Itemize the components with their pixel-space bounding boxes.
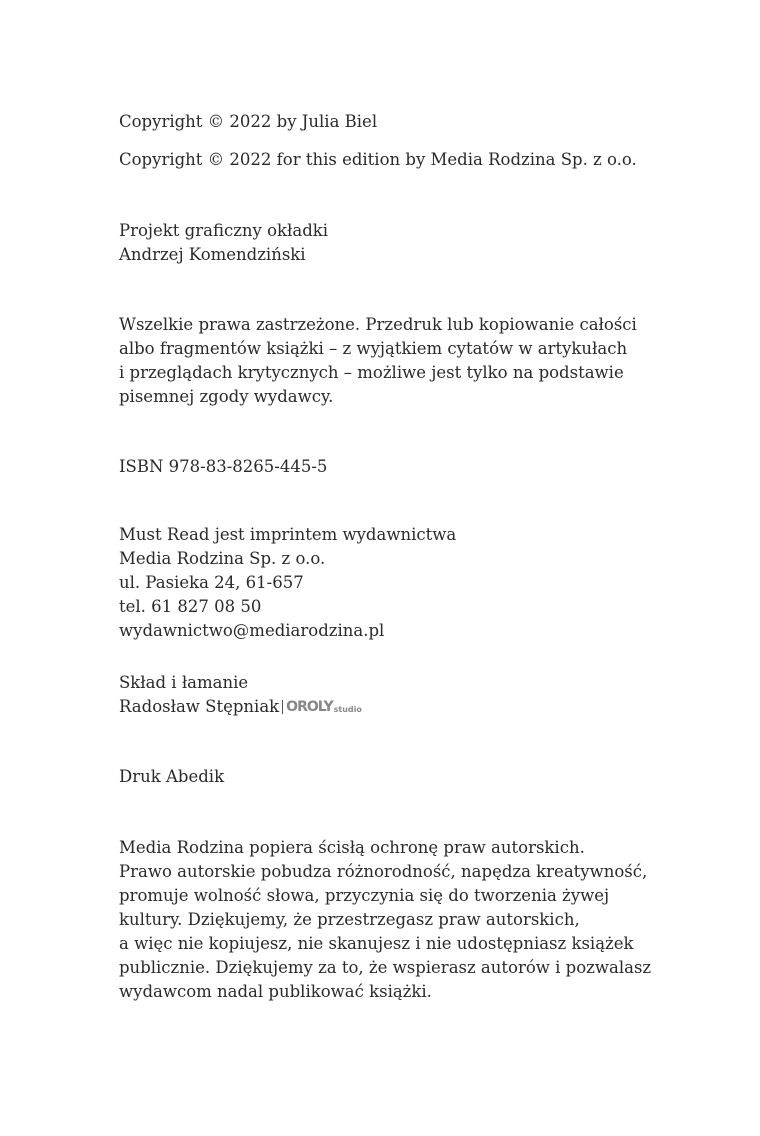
studio-logo-word: OROLY bbox=[286, 698, 333, 715]
copyright-note-line: a więc nie kopiujesz, nie skanujesz i nie udostępniasz książek bbox=[119, 934, 634, 953]
publisher-block bbox=[119, 523, 719, 643]
copyright-note-line: publicznie. Dziękujemy za to, że wspierasz autorów i pozwalasz bbox=[119, 958, 652, 977]
typesetting-credit-line bbox=[119, 695, 719, 719]
copyright-edition-line: Copyright © 2022 for this edition by Media Rodzina Sp. z o.o. bbox=[119, 150, 637, 169]
copyright-note-line: promuje wolność słowa, przyczynia się do tworzenia żywej bbox=[119, 886, 610, 905]
printer-credit: Druk Abedik bbox=[119, 767, 225, 786]
cover-design-block bbox=[119, 219, 719, 267]
publisher-imprint-line: Must Read jest imprintem wydawnictwa bbox=[119, 525, 457, 544]
typesetter-name: Radosław Stępniak bbox=[119, 697, 280, 716]
copyright-author-line: Copyright © 2022 by Julia Biel bbox=[119, 112, 378, 131]
rights-notice-line: albo fragmentów książki – z wyjątkiem cytatów w artykułach bbox=[119, 339, 628, 358]
copyright-note-line: Prawo autorskie pobudza różnorodność, napędza kreatywność, bbox=[119, 862, 648, 881]
typesetting-block bbox=[119, 671, 719, 719]
rights-notice-line: pisemnej zgody wydawcy. bbox=[119, 387, 334, 406]
publisher-phone-line: tel. 61 827 08 50 bbox=[119, 597, 262, 616]
publisher-email-line: wydawnictwo@mediarodzina.pl bbox=[119, 621, 385, 640]
copyright-note-line: wydawcom nadal publikować książki. bbox=[119, 982, 432, 1001]
isbn-block bbox=[119, 455, 719, 479]
publisher-address-line: ul. Pasieka 24, 61-657 bbox=[119, 573, 304, 592]
copyright-note-line: Media Rodzina popiera ścisłą ochronę praw autorskich. bbox=[119, 838, 585, 857]
rights-notice-line: Wszelkie prawa zastrzeżone. Przedruk lub kopiowanie całości bbox=[119, 315, 637, 334]
publisher-company-line: Media Rodzina Sp. z o.o. bbox=[119, 549, 326, 568]
rights-notice-block bbox=[119, 313, 719, 409]
studio-logo-sub: studio bbox=[333, 704, 362, 714]
copyright-note-block bbox=[119, 836, 719, 1004]
cover-designer-name: Andrzej Komendziński bbox=[119, 245, 306, 264]
typesetting-label: Skład i łamanie bbox=[119, 673, 249, 692]
studio-logo bbox=[282, 695, 362, 719]
logo-separator bbox=[282, 700, 283, 714]
isbn-number: ISBN 978-83-8265-445-5 bbox=[119, 457, 328, 476]
rights-notice-line: i przeglądach krytycznych – możliwe jest tylko na podstawie bbox=[119, 363, 624, 382]
print-block bbox=[119, 765, 719, 789]
copyright-block bbox=[119, 110, 719, 186]
cover-design-label: Projekt graficzny okładki bbox=[119, 221, 329, 240]
copyright-note-line: kultury. Dziękujemy, że przestrzegasz praw autorskich, bbox=[119, 910, 580, 929]
